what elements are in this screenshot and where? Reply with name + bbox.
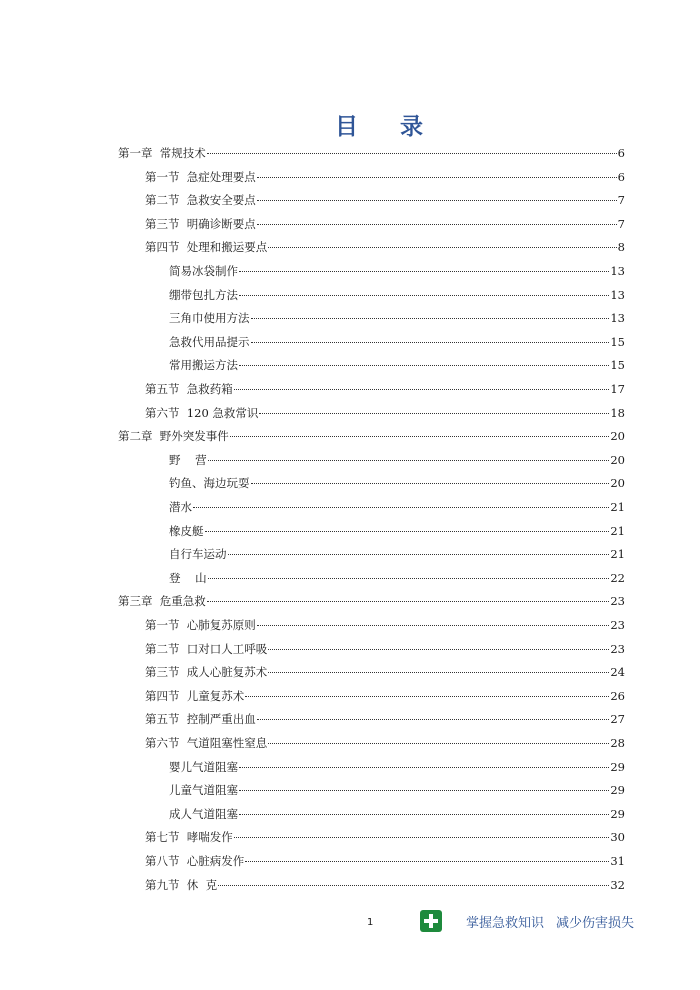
toc-entry-label: 第八节 心脏病发作 — [145, 854, 245, 868]
toc-entry[interactable] — [169, 804, 625, 824]
toc-leader-dots — [259, 413, 609, 414]
toc-entry-label: 第二节 口对口人工呼吸 — [145, 641, 268, 656]
toc-entry-page: 29 — [610, 806, 625, 821]
toc-leader-dots — [218, 885, 609, 886]
toc-entry-label: 三角巾使用方法 — [169, 311, 250, 326]
toc-entry[interactable] — [145, 403, 625, 423]
toc-entry[interactable] — [145, 214, 625, 234]
toc-leader-dots — [251, 483, 610, 484]
toc-entry-page: 30 — [610, 830, 625, 845]
toc-entry[interactable] — [118, 591, 625, 611]
toc-entry-page: 26 — [610, 688, 625, 703]
toc-entry[interactable] — [145, 851, 625, 871]
toc-entry-label: 绷带包扎方法 — [169, 287, 238, 302]
toc-entry-page: 21 — [610, 500, 625, 514]
toc-entry[interactable] — [145, 827, 625, 847]
toc-entry-label: 第一章 常规技术 — [118, 146, 206, 160]
toc-entry[interactable] — [145, 875, 625, 895]
toc-leader-dots — [257, 224, 617, 225]
toc-entry-label: 第四节 儿童复苏术 — [145, 688, 245, 703]
toc-leader-dots — [257, 200, 617, 201]
toc-entry[interactable] — [169, 261, 625, 281]
toc-leader-dots — [205, 531, 610, 532]
toc-entry[interactable] — [169, 285, 625, 305]
toc-entry-page: 21 — [610, 547, 625, 562]
toc-entry-label: 简易冰袋制作 — [169, 264, 238, 278]
toc-leader-dots — [230, 436, 610, 437]
toc-entry-page: 27 — [610, 712, 625, 727]
toc-entry-label: 第五节 控制严重出血 — [145, 712, 256, 727]
toc-entry[interactable] — [169, 568, 625, 588]
toc-entry-label: 第三节 明确诊断要点 — [145, 216, 256, 231]
toc-entry-page: 22 — [610, 570, 625, 585]
toc-leader-dots — [268, 649, 609, 650]
toc-entry-label: 第一节 急症处理要点 — [145, 169, 256, 184]
toc-entry[interactable] — [169, 450, 625, 470]
toc-entry-page: 23 — [610, 641, 625, 656]
toc-leader-dots — [268, 247, 616, 248]
toc-entry-page: 20 — [610, 476, 625, 491]
toc-entry-label: 第二章 野外突发事件 — [118, 429, 229, 444]
toc-entry[interactable] — [145, 379, 625, 399]
toc-leader-dots — [257, 625, 610, 626]
toc-leader-dots — [245, 696, 609, 697]
toc-leader-dots — [239, 365, 609, 366]
toc-leader-dots — [239, 814, 609, 815]
toc-entry-label: 橡皮艇 — [169, 523, 204, 538]
toc-leader-dots — [268, 672, 609, 673]
toc-entry-page: 29 — [610, 783, 625, 798]
toc-entry[interactable] — [118, 426, 625, 446]
toc-leader-dots — [257, 177, 617, 178]
toc-entry-page: 32 — [610, 877, 625, 892]
toc-entry-page: 28 — [610, 736, 625, 750]
toc-entry-label: 第四节 处理和搬运要点 — [145, 240, 268, 255]
toc-entry-label: 野 营 — [169, 452, 207, 467]
toc-entry-page: 7 — [617, 193, 625, 208]
toc-entry[interactable] — [145, 615, 625, 635]
toc-entry[interactable] — [145, 686, 625, 706]
toc-entry-page: 29 — [610, 759, 625, 774]
toc-leader-dots — [245, 861, 609, 862]
toc-entry[interactable] — [145, 190, 625, 210]
toc-entry-page: 17 — [610, 382, 625, 396]
toc-leader-dots — [208, 460, 610, 461]
toc-entry-page: 6 — [617, 146, 625, 160]
toc-leader-dots — [239, 295, 609, 296]
toc-entry[interactable] — [145, 167, 625, 187]
toc-entry-page: 23 — [610, 594, 625, 609]
toc-entry[interactable] — [169, 544, 625, 564]
toc-entry-page: 15 — [610, 334, 625, 349]
toc-entry-label: 婴儿气道阻塞 — [169, 759, 238, 774]
toc-entry-label: 第五节 急救药箱 — [145, 382, 233, 396]
toc-leader-dots — [251, 342, 610, 343]
toc-entry-page: 21 — [610, 523, 625, 538]
toc-leader-dots — [193, 507, 609, 508]
toc-entry-label: 自行车运动 — [169, 547, 227, 562]
toc-entry[interactable] — [169, 332, 625, 352]
toc-entry-label: 成人气道阻塞 — [169, 806, 238, 821]
toc-leader-dots — [268, 743, 609, 744]
toc-entry-page: 20 — [610, 429, 625, 444]
toc-entry[interactable] — [169, 521, 625, 541]
toc-entry-label: 登 山 — [169, 570, 207, 585]
toc-entry-page: 15 — [610, 358, 625, 373]
toc-entry-label: 钓鱼、海边玩耍 — [169, 476, 250, 491]
toc-entry-label: 儿童气道阻塞 — [169, 783, 238, 798]
toc-entry-page: 13 — [610, 287, 625, 302]
slogan-part-2: 减少伤害损失 — [556, 916, 635, 931]
toc-entry-label: 急救代用品提示 — [169, 334, 250, 349]
toc-entry-label: 潜水 — [169, 500, 192, 514]
slogan-part-1: 掌握急救知识 — [466, 916, 545, 931]
toc-entry-label: 第二节 急救安全要点 — [145, 193, 256, 208]
toc-entry-label: 常用搬运方法 — [169, 358, 238, 373]
toc-entry-page: 31 — [610, 854, 625, 868]
toc-leader-dots — [251, 318, 610, 319]
toc-entry[interactable] — [169, 355, 625, 375]
toc-entry-page: 6 — [617, 169, 625, 184]
toc-entry[interactable] — [169, 497, 625, 517]
toc-leader-dots — [207, 153, 617, 154]
toc-entry[interactable] — [169, 308, 625, 328]
first-aid-cross-icon — [420, 910, 442, 932]
toc-leader-dots — [239, 790, 609, 791]
toc-entry[interactable] — [145, 733, 625, 753]
toc-leader-dots — [208, 578, 610, 579]
page-title: 目 录 — [334, 114, 426, 140]
toc-entry[interactable] — [145, 709, 625, 729]
toc-entry-label: 第九节 休 克 — [145, 877, 218, 892]
toc-entry-page: 8 — [617, 240, 625, 255]
toc-leader-dots — [207, 601, 610, 602]
toc-entry[interactable] — [169, 473, 625, 493]
toc-entry-page: 18 — [610, 405, 625, 420]
toc-entry[interactable] — [145, 639, 625, 659]
toc-entry-page: 24 — [610, 665, 625, 680]
toc-entry-page: 13 — [610, 311, 625, 326]
page-number: 1 — [367, 917, 374, 928]
toc-entry-page: 7 — [617, 216, 625, 231]
toc-entry-label: 第三章 危重急救 — [118, 594, 206, 609]
toc-entry[interactable] — [145, 237, 625, 257]
toc-leader-dots — [234, 389, 610, 390]
toc-entry[interactable] — [145, 662, 625, 682]
toc-entry-page: 13 — [610, 264, 625, 278]
toc-leader-dots — [234, 837, 610, 838]
toc-leader-dots — [257, 719, 610, 720]
toc-entry-label: 第六节 气道阻塞性窒息 — [145, 736, 268, 750]
footer-slogan — [466, 912, 634, 931]
toc-entry[interactable] — [169, 757, 625, 777]
toc-leader-dots — [239, 271, 609, 272]
toc-entry-label: 第三节 成人心脏复苏术 — [145, 665, 268, 680]
toc-entry-label: 第六节 120 急救常识 — [145, 405, 259, 420]
toc-entry-page: 23 — [610, 618, 625, 632]
toc-leader-dots — [239, 767, 609, 768]
toc-entry[interactable] — [118, 143, 625, 163]
toc-entry-page: 20 — [610, 452, 625, 467]
toc-entry[interactable] — [169, 780, 625, 800]
toc-entry-label: 第一节 心肺复苏原则 — [145, 618, 256, 632]
toc-entry-label: 第七节 哮喘发作 — [145, 830, 233, 845]
toc-leader-dots — [228, 554, 610, 555]
